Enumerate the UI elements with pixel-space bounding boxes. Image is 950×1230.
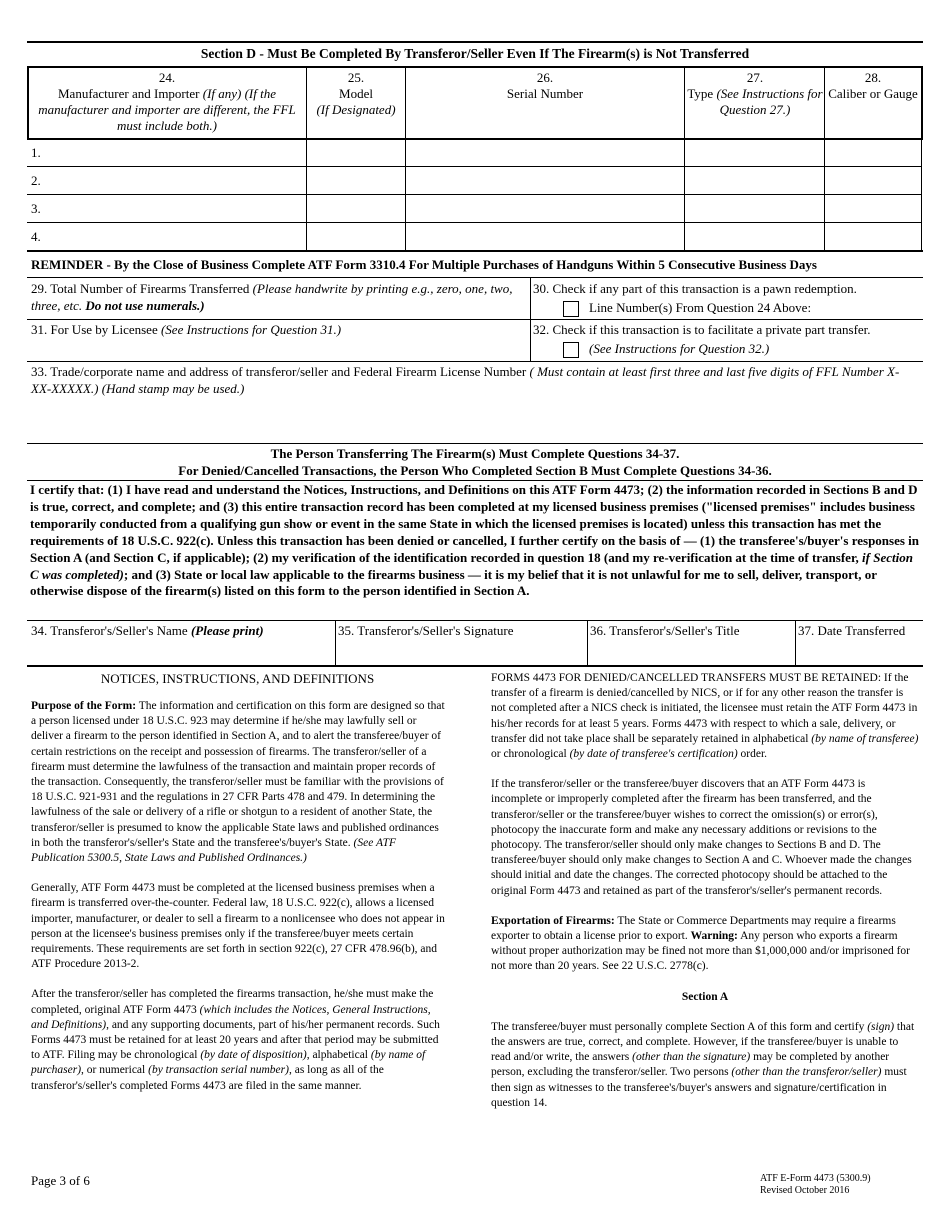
col-25-header: 25. Model (If Designated): [316, 70, 396, 117]
reminder-text: REMINDER - By the Close of Business Complete ATF Form 3310.4 For Multiple Purchases of Handguns Within 5 Consecutive Business Days: [31, 257, 817, 272]
q32-checkbox[interactable]: [563, 342, 579, 358]
table-row[interactable]: 3.: [31, 201, 41, 216]
page-number: Page 3 of 6: [31, 1173, 90, 1188]
col-28-header: 28. Caliber or Gauge: [828, 70, 918, 101]
section-d-title: Section D - Must Be Completed By Transferor/Seller Even If The Firearm(s) is Not Transferred: [200, 46, 750, 61]
cert-heading-2: For Denied/Cancelled Transactions, the Person Who Completed Section B Must Complete Questions 34-36.: [178, 463, 772, 478]
certification-text: I certify that: (1) I have read and understand the Notices, Instructions, and Definitions on this ATF Form 4473; (2) the information recorded in Sections B and D is true, correct, and complete; and (3) this entire transaction record has been completed at my licensed business premises ("licensed premises" includes business temporarily conducted from a qualifying gun show or event in the same State in which the licensed premises is located) unless this transaction has met the requirements of 18 U.S.C. 922(c). Unless this transaction has been denied or cancelled, I further certify on the basis of — (1) the transferee's/buyer's responses in Section A (and Section C, if applicable); (2) my verification of the identification recorded in question 18 (and my re-verification at the time of transfer, if Section C was completed); and (3) State or local law applicable to the firearms business — it is my belief that it is not unlawful for me to sell, deliver, transport, or otherwise dispose of the firearm(s) listed on this form to the person identified in Section A.: [30, 482, 920, 599]
col-26-header: 26. Serial Number: [506, 70, 584, 101]
q30-checkbox[interactable]: [563, 301, 579, 317]
q35-signature-field[interactable]: 35. Transferor's/Seller's Signature: [338, 623, 514, 638]
table-row[interactable]: 4.: [31, 229, 41, 244]
section-a-heading: Section A: [681, 990, 729, 1003]
top-rule: [27, 41, 923, 43]
q30-field: 30. Check if any part of this transaction is a pawn redemption. Line Number(s) From Question 24 Above:: [533, 280, 923, 317]
table-row[interactable]: 1.: [31, 145, 41, 160]
form-id: ATF E-Form 4473 (5300.9) Revised October 2016: [760, 1173, 871, 1196]
q34-name-field[interactable]: 34. Transferor's/Seller's Name (Please print): [31, 623, 264, 638]
q31-field[interactable]: 31. For Use by Licensee (See Instructions for Question 31.): [31, 322, 342, 337]
cert-heading-1: The Person Transferring The Firearm(s) Must Complete Questions 34-37.: [270, 446, 680, 461]
col-27-header: 27. Type (See Instructions for Question 27.): [687, 70, 823, 117]
notices-heading: NOTICES, INSTRUCTIONS, AND DEFINITIONS: [100, 671, 375, 686]
q33-field[interactable]: 33. Trade/corporate name and address of transferor/seller and Federal Firearm License Number ( Must contain at least first three and last five digits of FFL Number X-XX-XXXXX.) (Hand stamp may be used.): [31, 364, 900, 396]
col-24-header: 24. Manufacturer and Importer (If any) (If the manufacturer and importer are different, the FFL must include both.): [38, 70, 296, 133]
table-row[interactable]: 2.: [31, 173, 41, 188]
notices-right-column: FORMS 4473 FOR DENIED/CANCELLED TRANSFERS MUST BE RETAINED: If the transfer of a firearm is denied/cancelled by NICS, or if for any other reason the transfer is not completed after a NICS check is initiated, the licensee must retain the ATF Form 4473 in his/her records for at least 5 years. Forms 4473 with respect to which a sale, delivery, or transfer did not take place shall be separately retained in alphabetical (by name of transferee) or chronological (by date of transferee's certification) order. If the transferor/seller or the transferee/buyer discovers that an ATF Form 4473 is incomplete or improperly completed after the firearm has been transferred, and the transferor/seller or the transferee/buyer wishes to correct the omission(s) or error(s), photocopy the inaccurate form and make any necessary additions or revisions to the photocopy. The transferor/seller should only make changes to Sections B and D. The transferee/buyer should only make changes to Section A and C. Whoever made the changes should initial and date the changes. The corrected photocopy should be attached to the original Form 4473 and retained as part of the transferor's/seller's permanent records. Exportation of Firearms: The State or Commerce Departments may require a firearms exporter to obtain a license prior to export. Warning: Any person who exports a firearm without proper authorization may be fined not more than $1,000,000 and/or imprisoned for not more than 20 years. See 22 U.S.C. 2778(c). Section A The transferee/buyer must personally complete Section A of this form and certify (sign) that the answers are true, correct, and complete. However, if the transferee/buyer is unable to read and/or write, the answers (other than the signature) may be completed by another person, excluding the transferor/seller. Two persons (other than the transferor/seller) must then sign as witnesses to the transferee's/buyer's answers and signature/certification in question 14.: [491, 672, 919, 1109]
notices-left-column: Purpose of the Form: The information and certification on this form are designed so that a person licensed under 18 U.S.C. 923 may determine if he/she may lawfully sell or deliver a firearm to the person identified in Section A, and to alert the transferee/buyer of certain restrictions on the receipt and possession of firearms. The transferor/seller of a firearm must determine the lawfulness of the transaction and maintain proper records of the transaction. Consequently, the transferor/seller must be familiar with the provisions of 18 U.S.C. 921-931 and the regulations in 27 CFR Parts 478 and 479. In determining the lawfulness of the sale or delivery of a rifle or shotgun to a resident of another State, the transferor/seller is presumed to know the applicable State laws and published ordinances in both the transferor's/seller's State and the transferee's/buyer's State. (See ATF Publication 5300.5, State Laws and Published Ordinances.) Generally, ATF Form 4473 must be completed at the licensed business premises when a firearm is transferred over-the-counter. Federal law, 18 U.S.C. 922(c), allows a licensed importer, manufacturer, or dealer to sell a firearm to a nonlicensee who does not appear in person at the licensee's business premises only if the transferee/buyer meets certain requirements. These requirements are set forth in section 922(c), 27 CFR 478.96(b), and ATF Procedure 2013-2. After the transferor/seller has completed the firearms transaction, he/she must make the completed, original ATF Form 4473 (which includes the Notices, General Instructions, and Definitions), and any supporting documents, part of his/her permanent records. Such Forms 4473 must be retained for at least 20 years and after that period may be submitted to ATF. Filing may be chronological (by date of disposition), alphabetical (by name of purchaser), or numerical (by transaction serial number), as long as all of the transferor's/seller's completed Forms 4473 are filed in the same manner.: [31, 700, 445, 1092]
q29-field[interactable]: 29. Total Number of Firearms Transferred (Please handwrite by printing e.g., zero, one, two, three, etc. Do not use numerals.): [31, 281, 513, 313]
q37-date-field[interactable]: 37. Date Transferred: [798, 623, 906, 638]
q36-title-field[interactable]: 36. Transferor's/Seller's Title: [590, 623, 740, 638]
q32-field: 32. Check if this transaction is to facilitate a private part transfer. (See Instructions for Question 32.): [533, 321, 923, 358]
